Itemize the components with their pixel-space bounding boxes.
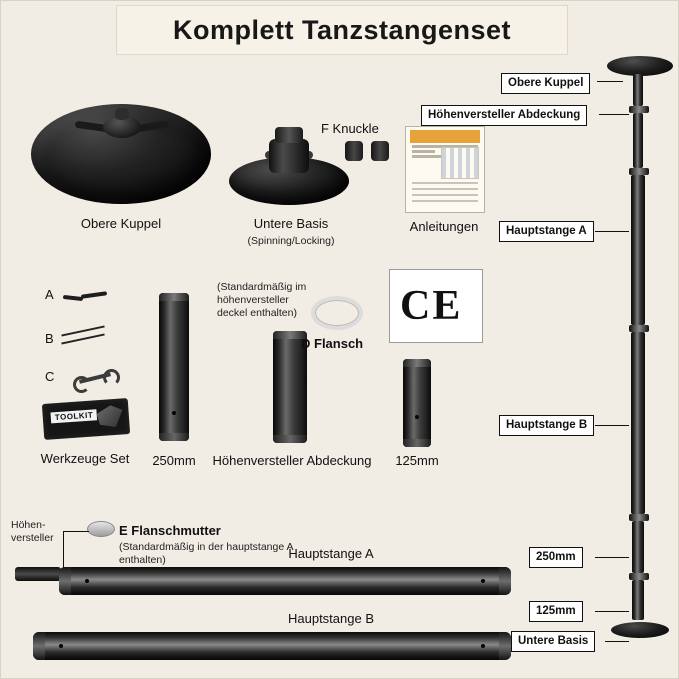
page-title-text: Komplett Tanzstangenset <box>172 14 512 45</box>
manual-illustration <box>405 126 485 213</box>
label-flansch: D Flansch <box>301 336 364 351</box>
wrench-icon <box>73 369 115 387</box>
callout-top-dome: Obere Kuppel <box>501 73 590 94</box>
label-height-adjuster: Höhen-versteller <box>11 519 54 545</box>
leader-callout-pole-b <box>595 425 629 426</box>
flansch-ring-illustration <box>311 296 363 330</box>
part-a-seg-2 <box>81 291 107 299</box>
callout-adjuster-cover: Höhenversteller Abdeckung <box>421 105 587 126</box>
top-dome-illustration <box>31 96 211 211</box>
assembled-seg-adjuster <box>633 74 643 106</box>
label-bottom-base-sub: (Spinning/Locking) <box>247 235 335 247</box>
assembled-joint-3 <box>629 325 649 332</box>
label-main-pole-b: Hauptstange B <box>287 611 374 626</box>
label-knuckle: F Knuckle <box>321 121 379 136</box>
label-flange-nut-note: (Standardmäßig in der hauptstange A enthalten) <box>119 541 293 567</box>
pipe-250-cap-bottom <box>159 433 189 441</box>
pipe-125-hole <box>415 415 419 419</box>
wrench-head-right <box>103 369 120 386</box>
assembled-seg-pole-b <box>631 332 645 514</box>
leader-callout-top-dome <box>597 81 623 82</box>
label-pipe-250: 250mm <box>152 453 196 468</box>
pipe-250-illustration <box>159 293 189 441</box>
assembled-seg-pole-a <box>631 175 645 325</box>
toolkit-tag: TOOLKIT <box>50 409 97 423</box>
label-flange-nut: E Flanschmutter <box>119 523 221 538</box>
flange-nut-illustration <box>87 521 115 537</box>
leader-callout-pipe-125 <box>595 611 629 612</box>
assembled-seg-adjuster-cover <box>633 113 643 168</box>
label-main-pole-a: Hauptstange A <box>288 546 374 561</box>
callout-pipe-250: 250mm <box>529 547 583 568</box>
pipe-125-illustration <box>403 359 431 447</box>
leader-callout-pipe-250 <box>595 557 629 558</box>
callout-pole-b: Hauptstange B <box>499 415 594 436</box>
label-manual: Anleitungen <box>409 219 479 234</box>
assembled-top-dome <box>607 56 673 76</box>
leader-callout-adjuster-cover <box>599 114 629 115</box>
main-pole-b-illustration <box>33 632 511 660</box>
label-flansch-note: (Standardmäßig im höhenversteller deckel enthalten) <box>217 281 307 320</box>
wrench-head-left <box>73 376 90 393</box>
pipe-250-hole <box>172 411 176 415</box>
assembled-pole <box>591 56 679 656</box>
assembled-seg-250 <box>632 521 644 573</box>
pipe-125-cap-top <box>403 359 431 367</box>
label-pipe-125: 125mm <box>395 453 439 468</box>
label-tool-set: Werkzeuge Set <box>40 451 130 466</box>
assembled-joint-2 <box>629 168 649 175</box>
pipe-125-cap-bottom <box>403 439 431 447</box>
main-pole-a-hole-right <box>481 579 485 583</box>
ce-mark-text: CE <box>400 283 463 329</box>
page-title <box>116 5 568 55</box>
assembled-joint-5 <box>629 573 649 580</box>
label-top-dome: Obere Kuppel <box>80 216 162 231</box>
pipe-250-cap-top <box>159 293 189 301</box>
leader-height-adjuster <box>63 531 64 571</box>
main-pole-a-hole-left <box>85 579 89 583</box>
main-pole-a-endcap-left <box>59 567 71 595</box>
assembled-seg-125 <box>632 580 644 620</box>
main-pole-b-endcap-right <box>499 632 511 660</box>
manual-header-band <box>410 130 480 143</box>
part-b-illustration <box>61 326 109 348</box>
bottom-base-collar-top <box>275 127 303 143</box>
bottom-base-collar <box>269 139 309 173</box>
manual-text-row <box>412 150 435 153</box>
main-pole-b-hole-right <box>481 644 485 648</box>
assembled-joint-4 <box>629 514 649 521</box>
main-pole-b-hole-left <box>59 644 63 648</box>
label-bottom-base: Untere Basis <box>253 216 329 231</box>
toolkit-tool <box>96 404 123 428</box>
assembled-joint-1 <box>629 106 649 113</box>
main-pole-b-endcap-left <box>33 632 45 660</box>
height-adjuster-stub <box>15 567 61 581</box>
main-pole-a-illustration <box>59 567 511 595</box>
callout-pipe-125: 125mm <box>529 601 583 622</box>
callout-bottom-base: Untere Basis <box>511 631 595 652</box>
manual-figure <box>441 147 479 179</box>
toolkit-pouch <box>42 398 130 440</box>
adjuster-cover-cap-bottom <box>273 435 307 443</box>
label-part-c: C <box>45 369 55 384</box>
label-adjuster-cover: Höhenversteller Abdeckung <box>212 453 372 468</box>
leader-callout-bottom-base <box>605 641 629 642</box>
manual-table <box>412 182 478 204</box>
knuckle-piece-1 <box>345 141 363 161</box>
part-a-illustration <box>63 291 107 303</box>
ce-mark <box>389 269 483 343</box>
assembled-bottom-base <box>611 622 669 638</box>
main-pole-a-endcap-right <box>499 567 511 595</box>
callout-pole-a: Hauptstange A <box>499 221 594 242</box>
label-part-a: A <box>45 287 54 302</box>
leader-flange-nut <box>63 531 89 532</box>
knuckle-piece-2 <box>371 141 389 161</box>
leader-callout-pole-a <box>595 231 629 232</box>
top-dome-hub-top <box>115 108 129 120</box>
label-part-b: B <box>45 331 54 346</box>
